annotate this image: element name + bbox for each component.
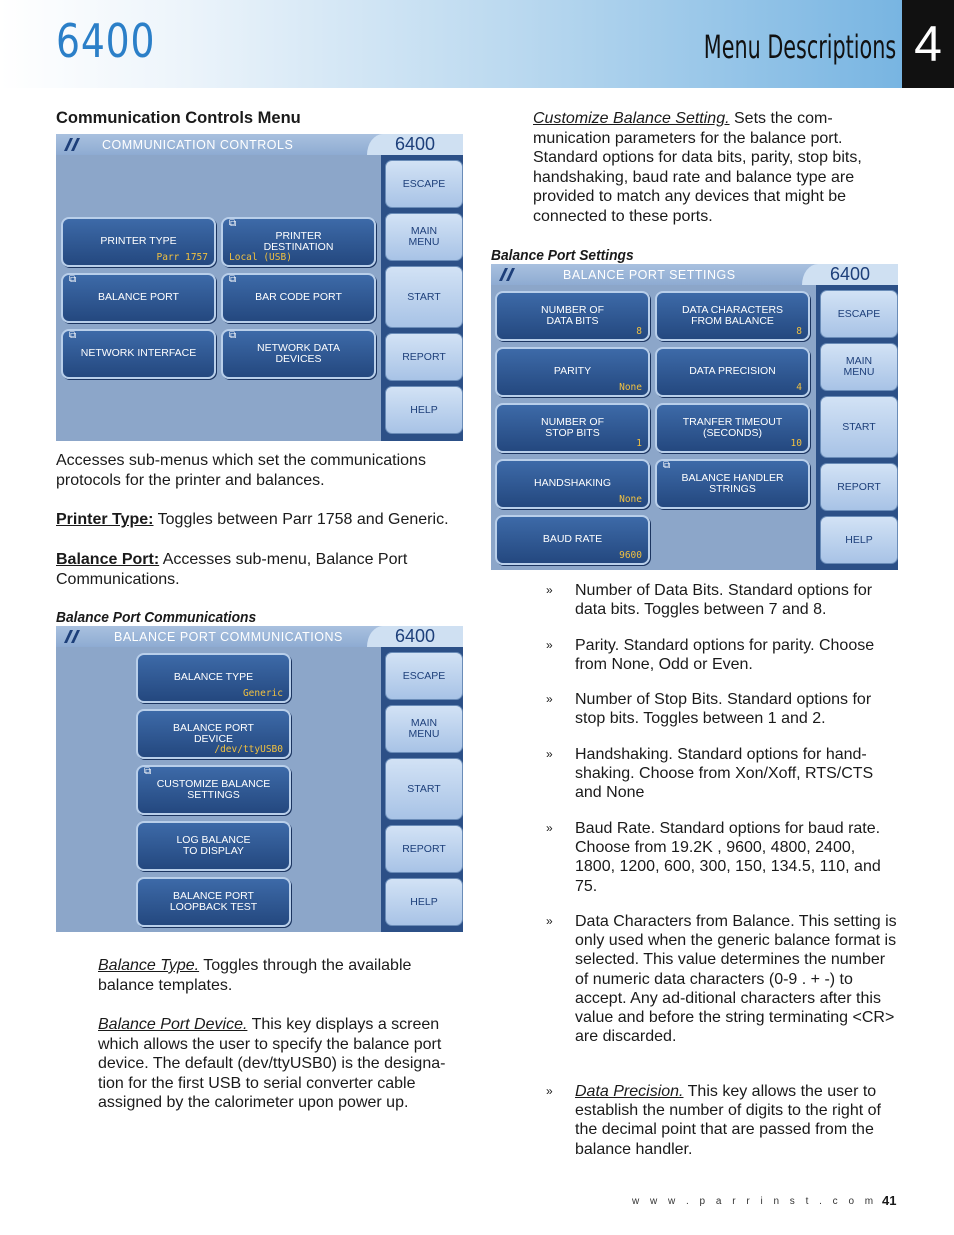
balance-type-button[interactable]: BALANCE TYPE Generic bbox=[136, 653, 291, 703]
submenu-icon: ⧉ bbox=[663, 460, 671, 471]
bullet-data-characters: » Data Characters from Balance. This setting is only used when the generic balance format is selected. This value determines the number of numeric data characters (0-9 . + -) to accept. Any ad-ditional characters after this value and before the string terminating <CR> are discarded. bbox=[546, 913, 897, 1046]
baud-rate-value: 9600 bbox=[619, 549, 642, 561]
page-number: 41 bbox=[882, 1193, 897, 1208]
network-interface-button[interactable]: ⧉ NETWORK INTERFACE bbox=[61, 329, 216, 379]
balance-port-device-button[interactable]: BALANCE PORT DEVICE /dev/ttyUSB0 bbox=[136, 709, 291, 759]
submenu-icon: ⧉ bbox=[69, 330, 77, 341]
bullet-mark: » bbox=[546, 821, 553, 835]
submenu-icon: ⧉ bbox=[69, 274, 77, 285]
log-balance-button[interactable]: LOG BALANCE TO DISPLAY bbox=[136, 821, 291, 871]
footer-url: w w w . p a r r i n s t . c o m bbox=[632, 1196, 878, 1207]
customize-desc: Customize Balance Setting. Sets the com-munication parameters for the balance port. Standard options for data bits, parity, stop bits, handshaking, baud rate and balance type are provided to match any devices that might be connected to these ports. bbox=[533, 110, 862, 225]
submenu-icon: ⧉ bbox=[229, 218, 237, 229]
transfer-timeout-value: 10 bbox=[790, 437, 802, 449]
balance-type-desc: Balance Type. Toggles through the available balance templates. bbox=[98, 957, 412, 994]
bullet-baud-rate: » Baud Rate. Standard options for baud rate. Choose from 19.2K , 9600, 4800, 2400, 1800, 1200, 600, 300, 150, 134.5, 110, and 75. bbox=[546, 820, 881, 895]
data-bits-button[interactable]: NUMBER OF DATA BITS 8 bbox=[495, 291, 650, 341]
printer-destination-button[interactable]: ⧉ PRINTER DESTINATION Local (USB) bbox=[221, 217, 376, 267]
main-menu-button[interactable]: MAIN MENU bbox=[385, 213, 463, 261]
escape-button[interactable]: ESCAPE bbox=[385, 160, 463, 208]
bullet-mark: » bbox=[546, 583, 553, 597]
handshaking-button[interactable]: HANDSHAKING None bbox=[495, 459, 650, 509]
report-button[interactable]: REPORT bbox=[385, 333, 463, 381]
main-menu-button[interactable]: MAIN MENU bbox=[820, 343, 898, 391]
transfer-timeout-button[interactable]: TRANFER TIMEOUT (SECONDS) 10 bbox=[655, 403, 810, 453]
screen-title: BALANCE PORT COMMUNICATIONS bbox=[114, 630, 343, 644]
bullet-mark: » bbox=[546, 747, 553, 761]
submenu-icon: ⧉ bbox=[229, 274, 237, 285]
parr-logo-icon bbox=[60, 136, 86, 153]
report-button[interactable]: REPORT bbox=[385, 825, 463, 873]
bullet-parity: » Parity. Standard options for parity. Choose from None, Odd or Even. bbox=[546, 637, 875, 674]
bullet-mark: » bbox=[546, 1084, 553, 1098]
start-button[interactable]: START bbox=[385, 266, 463, 328]
model-title: 6400 bbox=[56, 14, 156, 68]
screen-tab: 6400 bbox=[802, 264, 898, 285]
parity-value: None bbox=[619, 381, 642, 393]
bullet-mark: » bbox=[546, 638, 553, 652]
bps-caption: Balance Port Settings bbox=[491, 247, 634, 264]
start-button[interactable]: START bbox=[820, 396, 898, 458]
data-characters-value: 8 bbox=[796, 325, 802, 337]
stop-bits-value: 1 bbox=[636, 437, 642, 449]
baud-rate-button[interactable]: BAUD RATE 9600 bbox=[495, 515, 650, 565]
section-heading: Communication Controls Menu bbox=[56, 109, 301, 127]
printer-destination-value: Local (USB) bbox=[229, 251, 292, 263]
bar-code-port-button[interactable]: ⧉ BAR CODE PORT bbox=[221, 273, 376, 323]
submenu-icon: ⧉ bbox=[144, 766, 152, 777]
printer-type-button[interactable]: PRINTER TYPE Parr 1757 bbox=[61, 217, 216, 267]
page-header bbox=[0, 0, 954, 88]
bullet-stop-bits: » Number of Stop Bits. Standard options for stop bits. Toggles between 1 and 2. bbox=[546, 691, 872, 728]
bullet-mark: » bbox=[546, 692, 553, 706]
escape-button[interactable]: ESCAPE bbox=[385, 652, 463, 700]
main-menu-button[interactable]: MAIN MENU bbox=[385, 705, 463, 753]
balance-port-comm-screen bbox=[56, 626, 463, 932]
balance-port-desc: Balance Port: Accesses sub-menu, Balance Port Communications. bbox=[56, 551, 408, 588]
bullet-data-precision: » Data Precision. This key allows the user to establish the number of digits to the right of the decimal point that are passed from the balance handler. bbox=[546, 1083, 881, 1158]
comm-controls-screen bbox=[56, 134, 463, 441]
network-data-devices-button[interactable]: ⧉ NETWORK DATA DEVICES bbox=[221, 329, 376, 379]
parr-logo-icon bbox=[60, 628, 86, 645]
data-precision-value: 4 bbox=[796, 381, 802, 393]
handshaking-value: None bbox=[619, 493, 642, 505]
screen-tab: 6400 bbox=[367, 134, 463, 155]
loopback-test-button[interactable]: BALANCE PORT LOOPBACK TEST bbox=[136, 877, 291, 927]
escape-button[interactable]: ESCAPE bbox=[820, 290, 898, 338]
data-bits-value: 8 bbox=[636, 325, 642, 337]
screen-tab: 6400 bbox=[367, 626, 463, 647]
printer-type-desc: Printer Type: Toggles between Parr 1758 and Generic. bbox=[56, 511, 449, 528]
balance-port-button[interactable]: ⧉ BALANCE PORT bbox=[61, 273, 216, 323]
balance-device-desc: Balance Port Device. This key displays a screen which allows the user to specify the balance port device. The default (dev/ttyUSB0) is the designa-tion for the first USB to serial converter cable assigned by the calorimeter upon power up. bbox=[98, 1016, 446, 1112]
help-button[interactable]: HELP bbox=[385, 386, 463, 434]
screen-title: COMMUNICATION CONTROLS bbox=[102, 138, 294, 152]
customize-balance-settings-button[interactable]: ⧉ CUSTOMIZE BALANCE SETTINGS bbox=[136, 765, 291, 815]
bullet-data-bits: » Number of Data Bits. Standard options for data bits. Toggles between 7 and 8. bbox=[546, 582, 873, 619]
submenu-icon: ⧉ bbox=[229, 330, 237, 341]
balance-port-device-value: /dev/ttyUSB0 bbox=[214, 743, 283, 755]
intro-text: Accesses sub-menus which set the communications protocols for the printer and balances. bbox=[56, 452, 426, 489]
section-title: Menu Descriptions bbox=[703, 28, 896, 66]
help-button[interactable]: HELP bbox=[820, 516, 898, 564]
balance-type-value: Generic bbox=[242, 687, 283, 699]
data-characters-button[interactable]: DATA CHARACTERS FROM BALANCE 8 bbox=[655, 291, 810, 341]
parr-logo-icon bbox=[495, 266, 521, 283]
screen-title: BALANCE PORT SETTINGS bbox=[563, 268, 736, 282]
bullet-mark: » bbox=[546, 914, 553, 928]
chapter-number: 4 bbox=[902, 0, 954, 88]
data-precision-button[interactable]: DATA PRECISION 4 bbox=[655, 347, 810, 397]
report-button[interactable]: REPORT bbox=[820, 463, 898, 511]
bpc-caption: Balance Port Communications bbox=[56, 609, 257, 626]
parity-button[interactable]: PARITY None bbox=[495, 347, 650, 397]
printer-type-value: Parr 1757 bbox=[156, 251, 208, 263]
help-button[interactable]: HELP bbox=[385, 878, 463, 926]
balance-port-settings-screen bbox=[491, 264, 898, 570]
start-button[interactable]: START bbox=[385, 758, 463, 820]
stop-bits-button[interactable]: NUMBER OF STOP BITS 1 bbox=[495, 403, 650, 453]
bullet-handshaking: » Handshaking. Standard options for hand-shaking. Choose from Xon/Xoff, RTS/CTS and None bbox=[546, 746, 874, 802]
balance-handler-strings-button[interactable]: ⧉ BALANCE HANDLER STRINGS bbox=[655, 459, 810, 509]
